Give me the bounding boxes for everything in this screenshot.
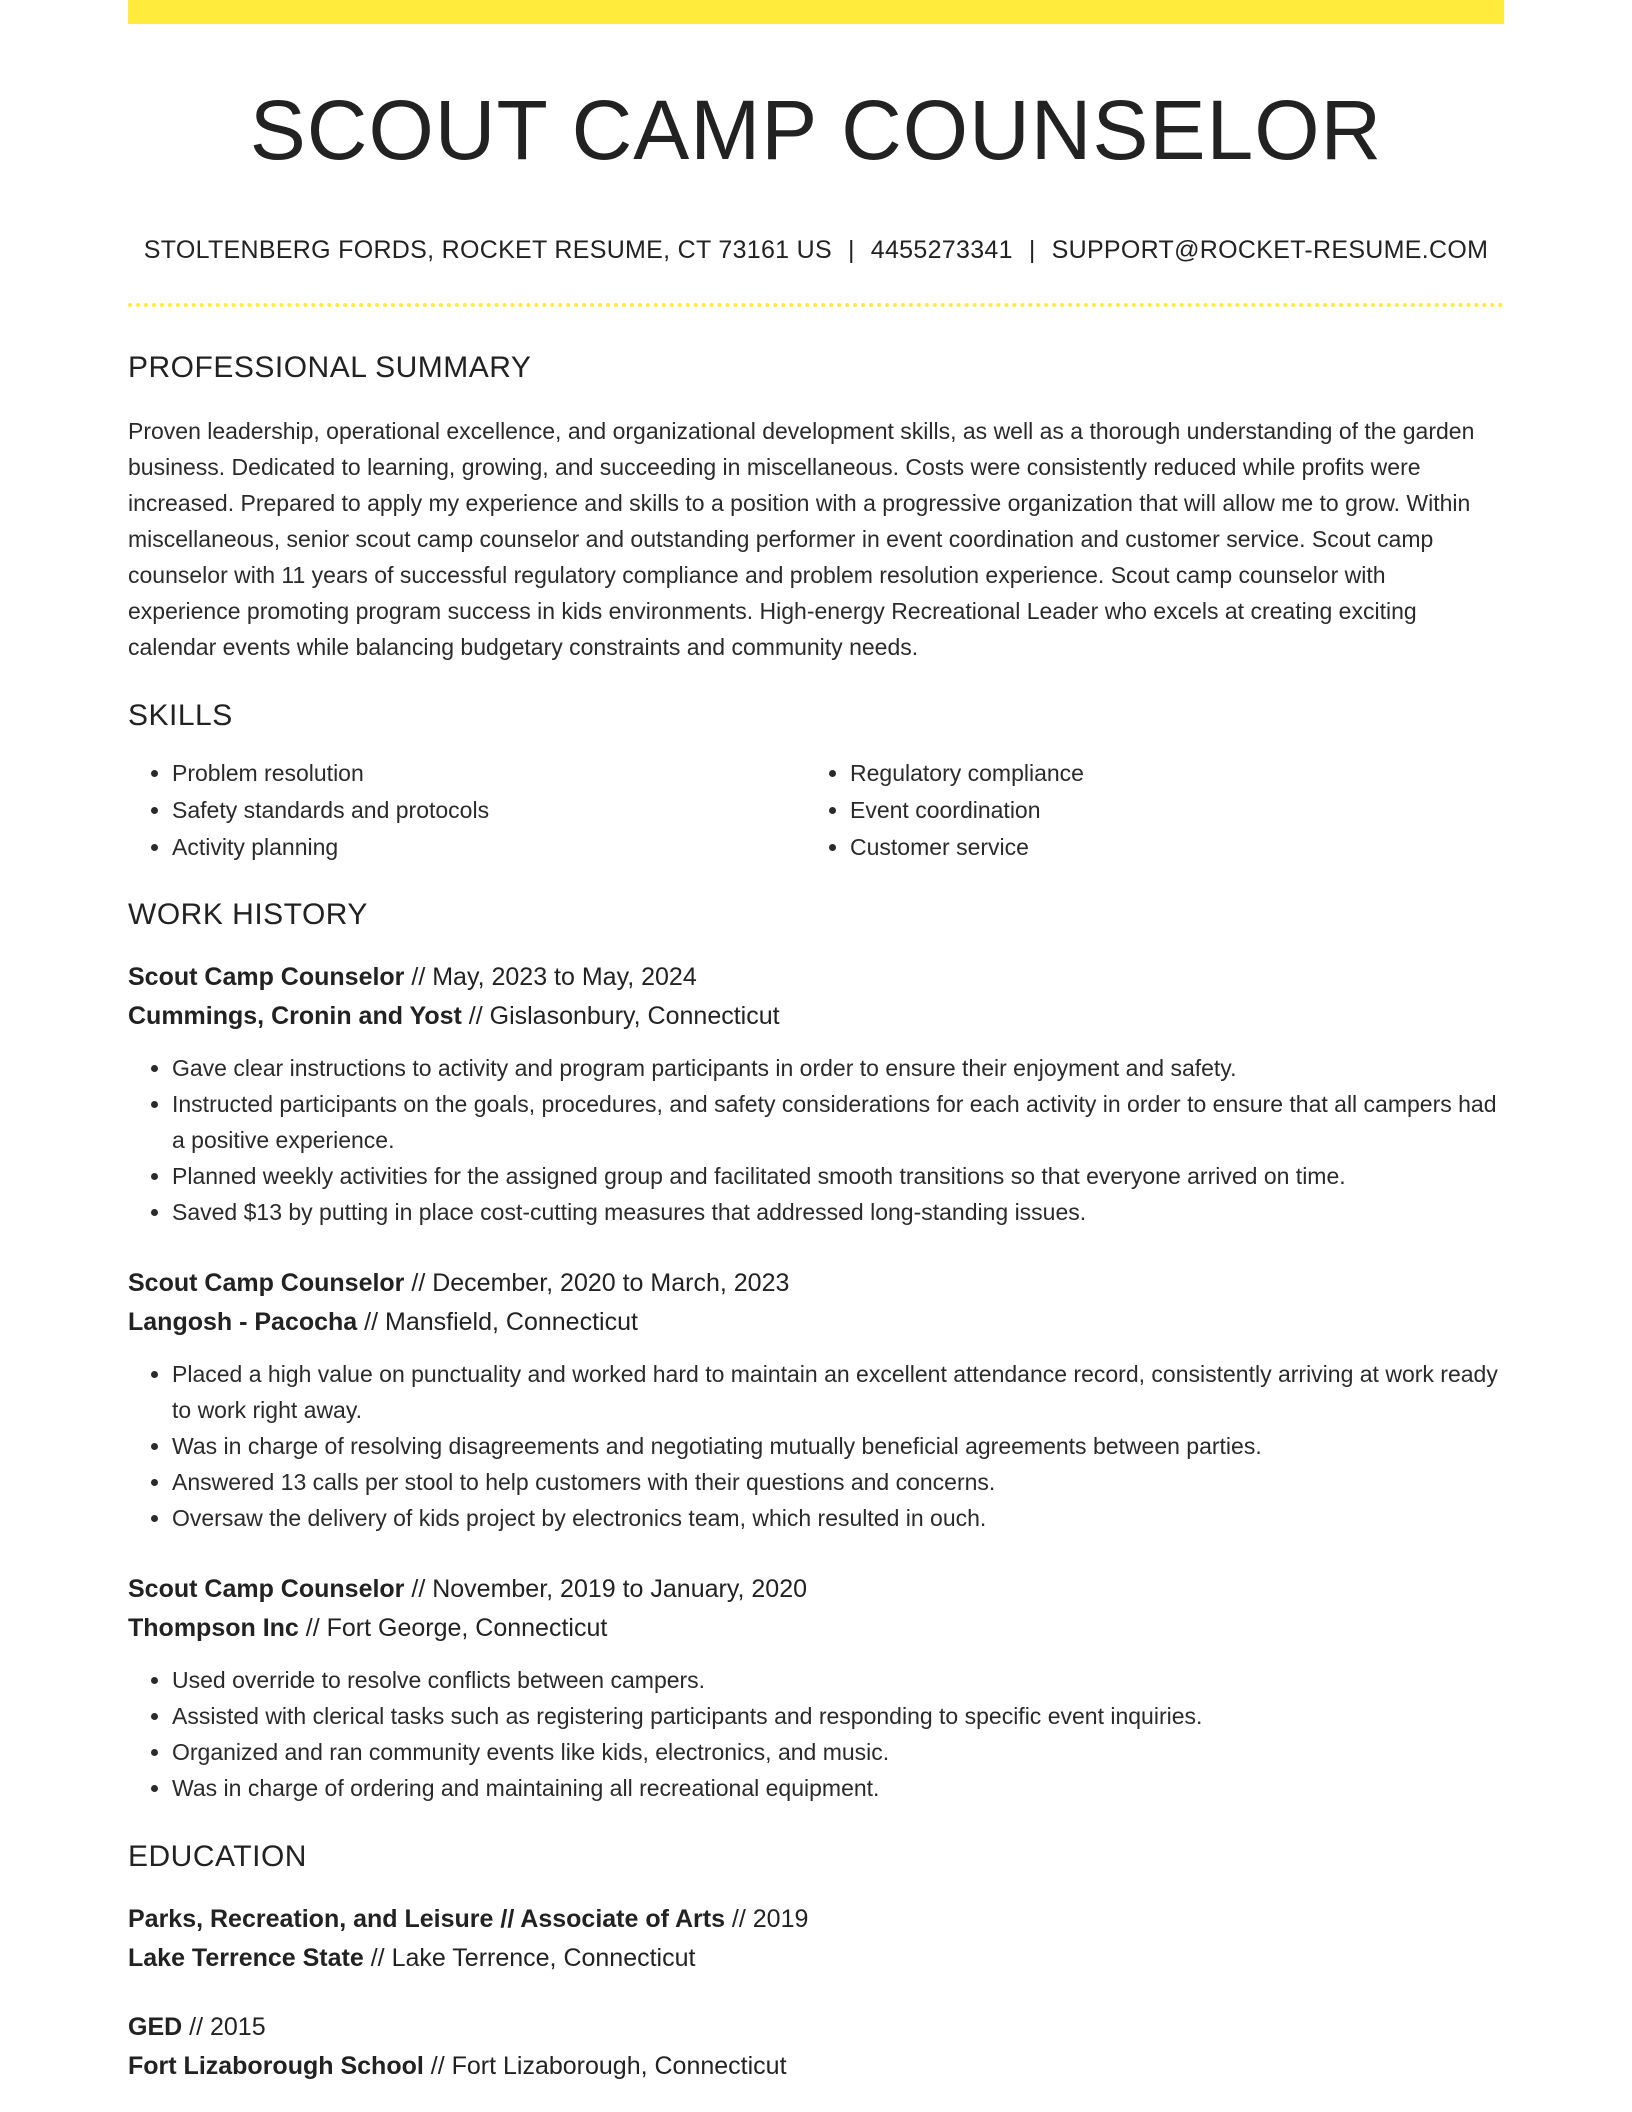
education-degree: GED [128,2013,183,2042]
field-separator: // [461,1002,490,1031]
job-location: Gislasonbury, Connecticut [489,1002,780,1031]
education-school-line [128,2047,1504,2086]
job-company-line [128,1609,1504,1648]
job-bullets [128,1356,1504,1536]
job-bullet: • Placed a high value on punctuality and worked hard to maintain an excellent attendance record, consistently arriving at work ready to work right away. [172,1356,1504,1428]
education-year: 2019 [752,1905,809,1934]
field-separator: // [357,1308,386,1337]
contact-line [128,236,1504,265]
job-bullet: • Was in charge of resolving disagreements and negotiating mutually beneficial agreements between parties. [172,1428,1504,1464]
education-degree: Parks, Recreation, and Leisure // Associate of Arts [128,1905,725,1934]
resume-page [128,0,1504,2086]
skill-item: • Problem resolution [172,755,806,792]
job-dates: May, 2023 to May, 2024 [432,963,697,992]
field-separator: // [404,963,433,992]
job-entry [128,958,1504,1230]
field-separator: // [423,2052,452,2081]
education-location: Fort Lizaborough, Connecticut [451,2052,787,2081]
job-bullet: • Oversaw the delivery of kids project by electronics team, which resulted in ouch. [172,1500,1504,1536]
job-title-line [128,958,1504,997]
job-dates: December, 2020 to March, 2023 [432,1269,790,1298]
job-location: Mansfield, Connecticut [385,1308,638,1337]
job-location: Fort George, Connecticut [326,1614,608,1643]
skill-item: • Customer service [850,829,1484,866]
job-bullets [128,1050,1504,1230]
job-bullet: • Assisted with clerical tasks such as registering participants and responding to specific event inquiries. [172,1698,1504,1734]
education-heading: EDUCATION [128,1840,307,1874]
header-divider [128,303,1504,307]
education-degree-line [128,2008,1504,2047]
education-school: Fort Lizaborough School [128,2052,424,2081]
contact-separator: | [1028,236,1036,265]
education-degree-line [128,1900,1504,1939]
job-company: Thompson Inc [128,1614,299,1643]
skills-column-left [128,755,806,866]
education-location: Lake Terrence, Connecticut [391,1944,696,1973]
education-year: 2015 [209,2013,266,2042]
field-separator: // [298,1614,327,1643]
job-role: Scout Camp Counselor [128,1575,405,1604]
contact-email[interactable]: SUPPORT@ROCKET-RESUME.COM [1051,236,1489,265]
job-company: Langosh - Pacocha [128,1308,358,1337]
job-role: Scout Camp Counselor [128,963,405,992]
resume-name: SCOUT CAMP COUNSELOR [249,83,1383,177]
job-bullet: • Saved $13 by putting in place cost-cutting measures that addressed long-standing issues. [172,1194,1504,1230]
job-company-line [128,997,1504,1036]
job-title-line [128,1264,1504,1303]
skills-heading: SKILLS [128,699,233,733]
field-separator: // [404,1269,433,1298]
contact-address: STOLTENBERG FORDS, ROCKET RESUME, CT 73161 US [143,236,832,265]
job-bullet: • Used override to resolve conflicts between campers. [172,1662,1504,1698]
field-separator: // [363,1944,392,1973]
job-entry [128,1264,1504,1536]
work-history-heading: WORK HISTORY [128,898,368,932]
job-company-line [128,1303,1504,1342]
education-entry [128,1900,1504,1978]
summary-text: Proven leadership, operational excellence, and organizational development skills, as well as a thorough understanding of the garden business. Dedicated to learning, growing, and succeeding in miscellaneous. Costs were consistently reduced while profits were increased. Prepared to apply my experience and skills to a position with a progressive organization that will allow me to grow. Within miscellaneous, senior scout camp counselor and outstanding performer in event coordination and customer service. Scout camp counselor with 11 years of successful regulatory compliance and problem resolution experience. Scout camp counselor with experience promoting program success in kids environments. High-energy Recreational Leader who excels at creating exciting calendar events while balancing budgetary constraints and community needs. [128,418,1475,661]
skill-item: • Event coordination [850,792,1484,829]
job-bullet: • Gave clear instructions to activity and program participants in order to ensure their enjoyment and safety. [172,1050,1504,1086]
skill-item: • Safety standards and protocols [172,792,806,829]
contact-separator: | [847,236,855,265]
skills-column-right [806,755,1484,866]
skill-item: • Regulatory compliance [850,755,1484,792]
job-bullet: • Answered 13 calls per stool to help customers with their questions and concerns. [172,1464,1504,1500]
job-bullet: • Planned weekly activities for the assigned group and facilitated smooth transitions so that everyone arrived on time. [172,1158,1504,1194]
skill-item: • Activity planning [172,829,806,866]
field-separator: // [182,2013,210,2042]
field-separator: // [404,1575,433,1604]
summary-heading: PROFESSIONAL SUMMARY [128,351,532,385]
accent-bar [128,0,1504,24]
job-bullet: • Was in charge of ordering and maintaining all recreational equipment. [172,1770,1504,1806]
job-bullet: • Instructed participants on the goals, procedures, and safety considerations for each activity in order to ensure that all campers had a positive experience. [172,1086,1504,1158]
job-company: Cummings, Cronin and Yost [128,1002,462,1031]
job-dates: November, 2019 to January, 2020 [432,1575,807,1604]
job-entry [128,1570,1504,1806]
job-bullet: • Organized and ran community events like kids, electronics, and music. [172,1734,1504,1770]
field-separator: // [724,1905,753,1934]
education-entry [128,2008,1504,2086]
job-role: Scout Camp Counselor [128,1269,405,1298]
skills-list [128,755,1504,866]
education-school: Lake Terrence State [128,1944,364,1973]
education-school-line [128,1939,1504,1978]
job-bullets [128,1662,1504,1806]
job-title-line [128,1570,1504,1609]
contact-phone: 4455273341 [870,236,1013,265]
